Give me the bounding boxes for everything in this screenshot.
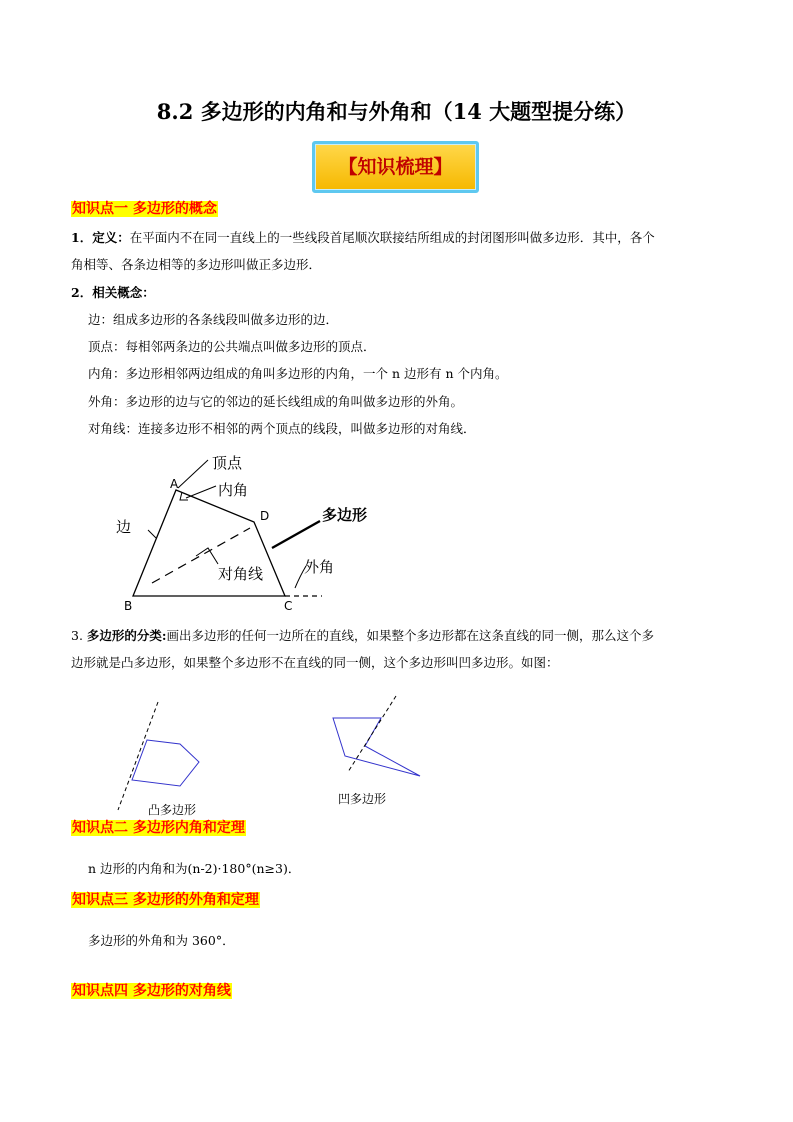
- concept-side: 边：组成多边形的各条线段叫做多边形的边．: [88, 312, 339, 327]
- section-heading-3-text: 知识点三 多边形的外角和定理: [72, 892, 259, 908]
- concept-exterior-angle: 外角：多边形的边与它的邻边的延长线组成的角叫做多边形的外角。: [88, 394, 464, 409]
- concept-interior-angle: 内角：多边形相邻两边组成的角叫多边形的内角，一个 n 边形有 n 个内角。: [88, 366, 508, 381]
- definition-label: 1．定义：: [71, 230, 130, 245]
- convex-caption: 凸多边形: [148, 803, 197, 817]
- section-heading-4-text: 知识点四 多边形的对角线: [72, 983, 231, 999]
- diagonal-pointer: [196, 548, 218, 564]
- concept-diagonal: 对角线：连接多边形不相邻的两个顶点的线段，叫做多边形的对角线．: [88, 421, 476, 436]
- section-heading-4: [71, 980, 232, 1000]
- vertex-pointer: [178, 460, 208, 488]
- definition-text-2: 角相等、各条边相等的多边形叫做正多边形．: [71, 257, 322, 272]
- concept-vertex: 顶点：每相邻两条边的公共端点叫做多边形的顶点．: [88, 339, 376, 354]
- convex-dashed-line: [118, 702, 158, 810]
- label-side: 边: [116, 518, 132, 536]
- section-heading-2: [71, 817, 246, 837]
- interior-pointer: [186, 486, 216, 498]
- knowledge-badge: 【知识梳理】: [312, 141, 479, 193]
- concave-dashed-line: [348, 696, 396, 772]
- label-A: A: [170, 477, 179, 491]
- concepts-label: 2．相关概念：: [71, 285, 155, 300]
- page-title: 8.2 多边形的内角和与外角和（14 大题型提分练）: [156, 99, 637, 124]
- section-heading-1-text: 知识点一 多边形的概念: [72, 201, 217, 217]
- convex-concave-figure: [100, 690, 440, 820]
- label-C: C: [284, 599, 293, 613]
- classification-line-1: [71, 627, 731, 645]
- classification-text-1: 画出多边形的任何一边所在的直线，如果整个多边形都在这条直线的同一侧，那么这个多: [166, 628, 655, 643]
- exterior-sum-text: 多边形的外角和为 360°．: [88, 933, 235, 948]
- label-diagonal: 对角线: [218, 565, 264, 583]
- section-heading-1: [71, 198, 218, 218]
- convex-polygon: [132, 740, 199, 786]
- label-interior-angle: 内角: [218, 481, 249, 499]
- classification-label: 多边形的分类:: [86, 628, 167, 643]
- label-B: B: [124, 599, 133, 613]
- label-vertex: 顶点: [212, 454, 243, 472]
- definition-text-1: 在平面内不在同一直线上的一些线段首尾顺次联接结所组成的封闭图形叫做多边形．其中，各个: [129, 230, 655, 245]
- side-pointer: [148, 530, 156, 538]
- classification-number: 3.: [71, 628, 87, 643]
- section-heading-3: [71, 889, 260, 909]
- definition-line-1: [71, 229, 731, 247]
- label-exterior-angle: 外角: [304, 558, 335, 576]
- polygon-concept-figure: [100, 448, 400, 618]
- classification-text-2: 边形就是凸多边形，如果整个多边形不在直线的同一侧，这个多边形叫凹多边形。如图：: [71, 655, 559, 670]
- polygon-pointer: [272, 521, 320, 548]
- section-heading-2-text: 知识点二 多边形内角和定理: [72, 820, 245, 836]
- label-polygon: 多边形: [322, 506, 368, 524]
- interior-sum-text: n 边形的内角和为(n-2)·180°(n≥3)．: [88, 861, 301, 876]
- label-D: D: [260, 509, 270, 523]
- concave-caption: 凹多边形: [338, 792, 387, 806]
